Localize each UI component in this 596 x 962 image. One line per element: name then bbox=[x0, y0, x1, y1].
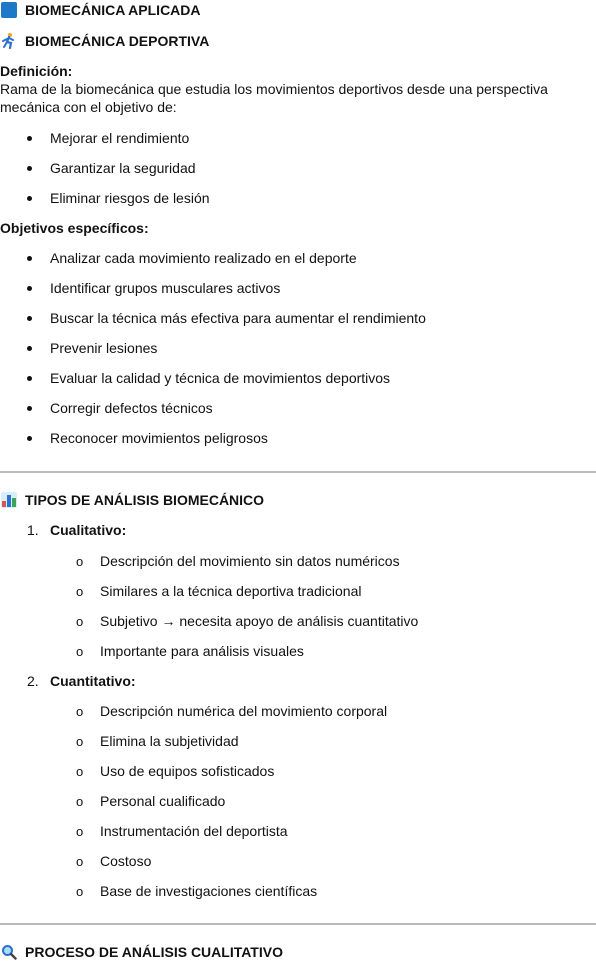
circle-bullet-icon: o bbox=[76, 763, 84, 779]
circle-bullet-icon: o bbox=[76, 703, 84, 719]
section-heading-proceso bbox=[0, 942, 283, 962]
magnifier-icon bbox=[0, 943, 18, 961]
list-item-text: Uso de equipos sofisticados bbox=[100, 763, 275, 779]
list-item-text: Costoso bbox=[100, 853, 152, 869]
list-item-text: Prevenir lesiones bbox=[50, 340, 158, 356]
bullet-icon bbox=[27, 196, 32, 201]
circle-bullet-icon: o bbox=[76, 553, 84, 569]
list-item-text: Base de investigaciones científicas bbox=[100, 883, 318, 899]
definition-text-line2: mecánica con el objetivo de: bbox=[0, 99, 177, 115]
list-item-text: Eliminar riesgos de lesión bbox=[50, 190, 210, 206]
list-item-text: Personal cualificado bbox=[100, 793, 226, 809]
list-item-text: Garantizar la seguridad bbox=[50, 160, 196, 176]
bullet-icon bbox=[27, 376, 32, 381]
bullet-icon bbox=[27, 316, 32, 321]
section-heading-text: PROCESO DE ANÁLISIS CUALITATIVO bbox=[25, 944, 283, 960]
bar-chart-icon bbox=[0, 491, 18, 509]
list-item-text: Buscar la técnica más efectiva para aumentar el rendimiento bbox=[50, 310, 426, 326]
section-heading-tipos-analisis bbox=[0, 490, 264, 510]
objectives-label: Objetivos específicos: bbox=[0, 220, 149, 236]
section-heading-biomecanica-deportiva bbox=[0, 31, 209, 51]
definition-label: Definición: bbox=[0, 63, 73, 79]
circle-bullet-icon: o bbox=[76, 643, 84, 659]
item-label: Cualitativo: bbox=[50, 522, 127, 538]
list-item-text: Importante para análisis visuales bbox=[100, 643, 304, 659]
list-item-text: Analizar cada movimiento realizado en el deporte bbox=[50, 250, 357, 266]
bullet-icon bbox=[27, 346, 32, 351]
circle-bullet-icon: o bbox=[76, 733, 84, 749]
circle-bullet-icon: o bbox=[76, 583, 84, 599]
item-label: Cuantitativo: bbox=[50, 673, 136, 689]
circle-bullet-icon: o bbox=[76, 853, 84, 869]
bullet-icon bbox=[27, 406, 32, 411]
circle-bullet-icon: o bbox=[76, 793, 84, 809]
section-heading-text: TIPOS DE ANÁLISIS BIOMECÁNICO bbox=[25, 492, 265, 508]
sports-figure-icon bbox=[0, 32, 18, 50]
section-divider bbox=[0, 471, 596, 473]
list-item-text: Subjetivo → necesita apoyo de análisis cuantitativo bbox=[100, 613, 419, 629]
list-item-text: Mejorar el rendimiento bbox=[50, 130, 190, 146]
bullet-icon bbox=[27, 256, 32, 261]
document-title-text: BIOMECÁNICA APLICADA bbox=[25, 2, 201, 18]
list-item-text: Corregir defectos técnicos bbox=[50, 400, 213, 416]
item-number: 2. bbox=[27, 673, 39, 689]
list-item-text: Identificar grupos musculares activos bbox=[50, 280, 281, 296]
list-item-text: Descripción del movimiento sin datos numéricos bbox=[100, 553, 400, 569]
bullet-icon bbox=[27, 286, 32, 291]
list-item-text: Similares a la técnica deportiva tradicional bbox=[100, 583, 362, 599]
circle-bullet-icon: o bbox=[76, 823, 84, 839]
blue-book-icon bbox=[0, 1, 18, 19]
document-title bbox=[0, 0, 201, 20]
list-item-text: Instrumentación del deportista bbox=[100, 823, 288, 839]
bullet-icon bbox=[27, 166, 32, 171]
list-item-text: Reconocer movimientos peligrosos bbox=[50, 430, 268, 446]
section-heading-text: BIOMECÁNICA DEPORTIVA bbox=[25, 33, 210, 49]
section-divider bbox=[0, 923, 596, 925]
definition-text-line1: Rama de la biomecánica que estudia los movimientos deportivos desde una perspectiva bbox=[0, 81, 548, 97]
list-item-text: Elimina la subjetividad bbox=[100, 733, 239, 749]
circle-bullet-icon: o bbox=[76, 613, 84, 629]
list-item-text: Evaluar la calidad y técnica de movimientos deportivos bbox=[50, 370, 391, 386]
bullet-icon bbox=[27, 136, 32, 141]
list-item-text: Descripción numérica del movimiento corporal bbox=[100, 703, 388, 719]
bullet-icon bbox=[27, 436, 32, 441]
item-number: 1. bbox=[27, 522, 39, 538]
circle-bullet-icon: o bbox=[76, 883, 84, 899]
